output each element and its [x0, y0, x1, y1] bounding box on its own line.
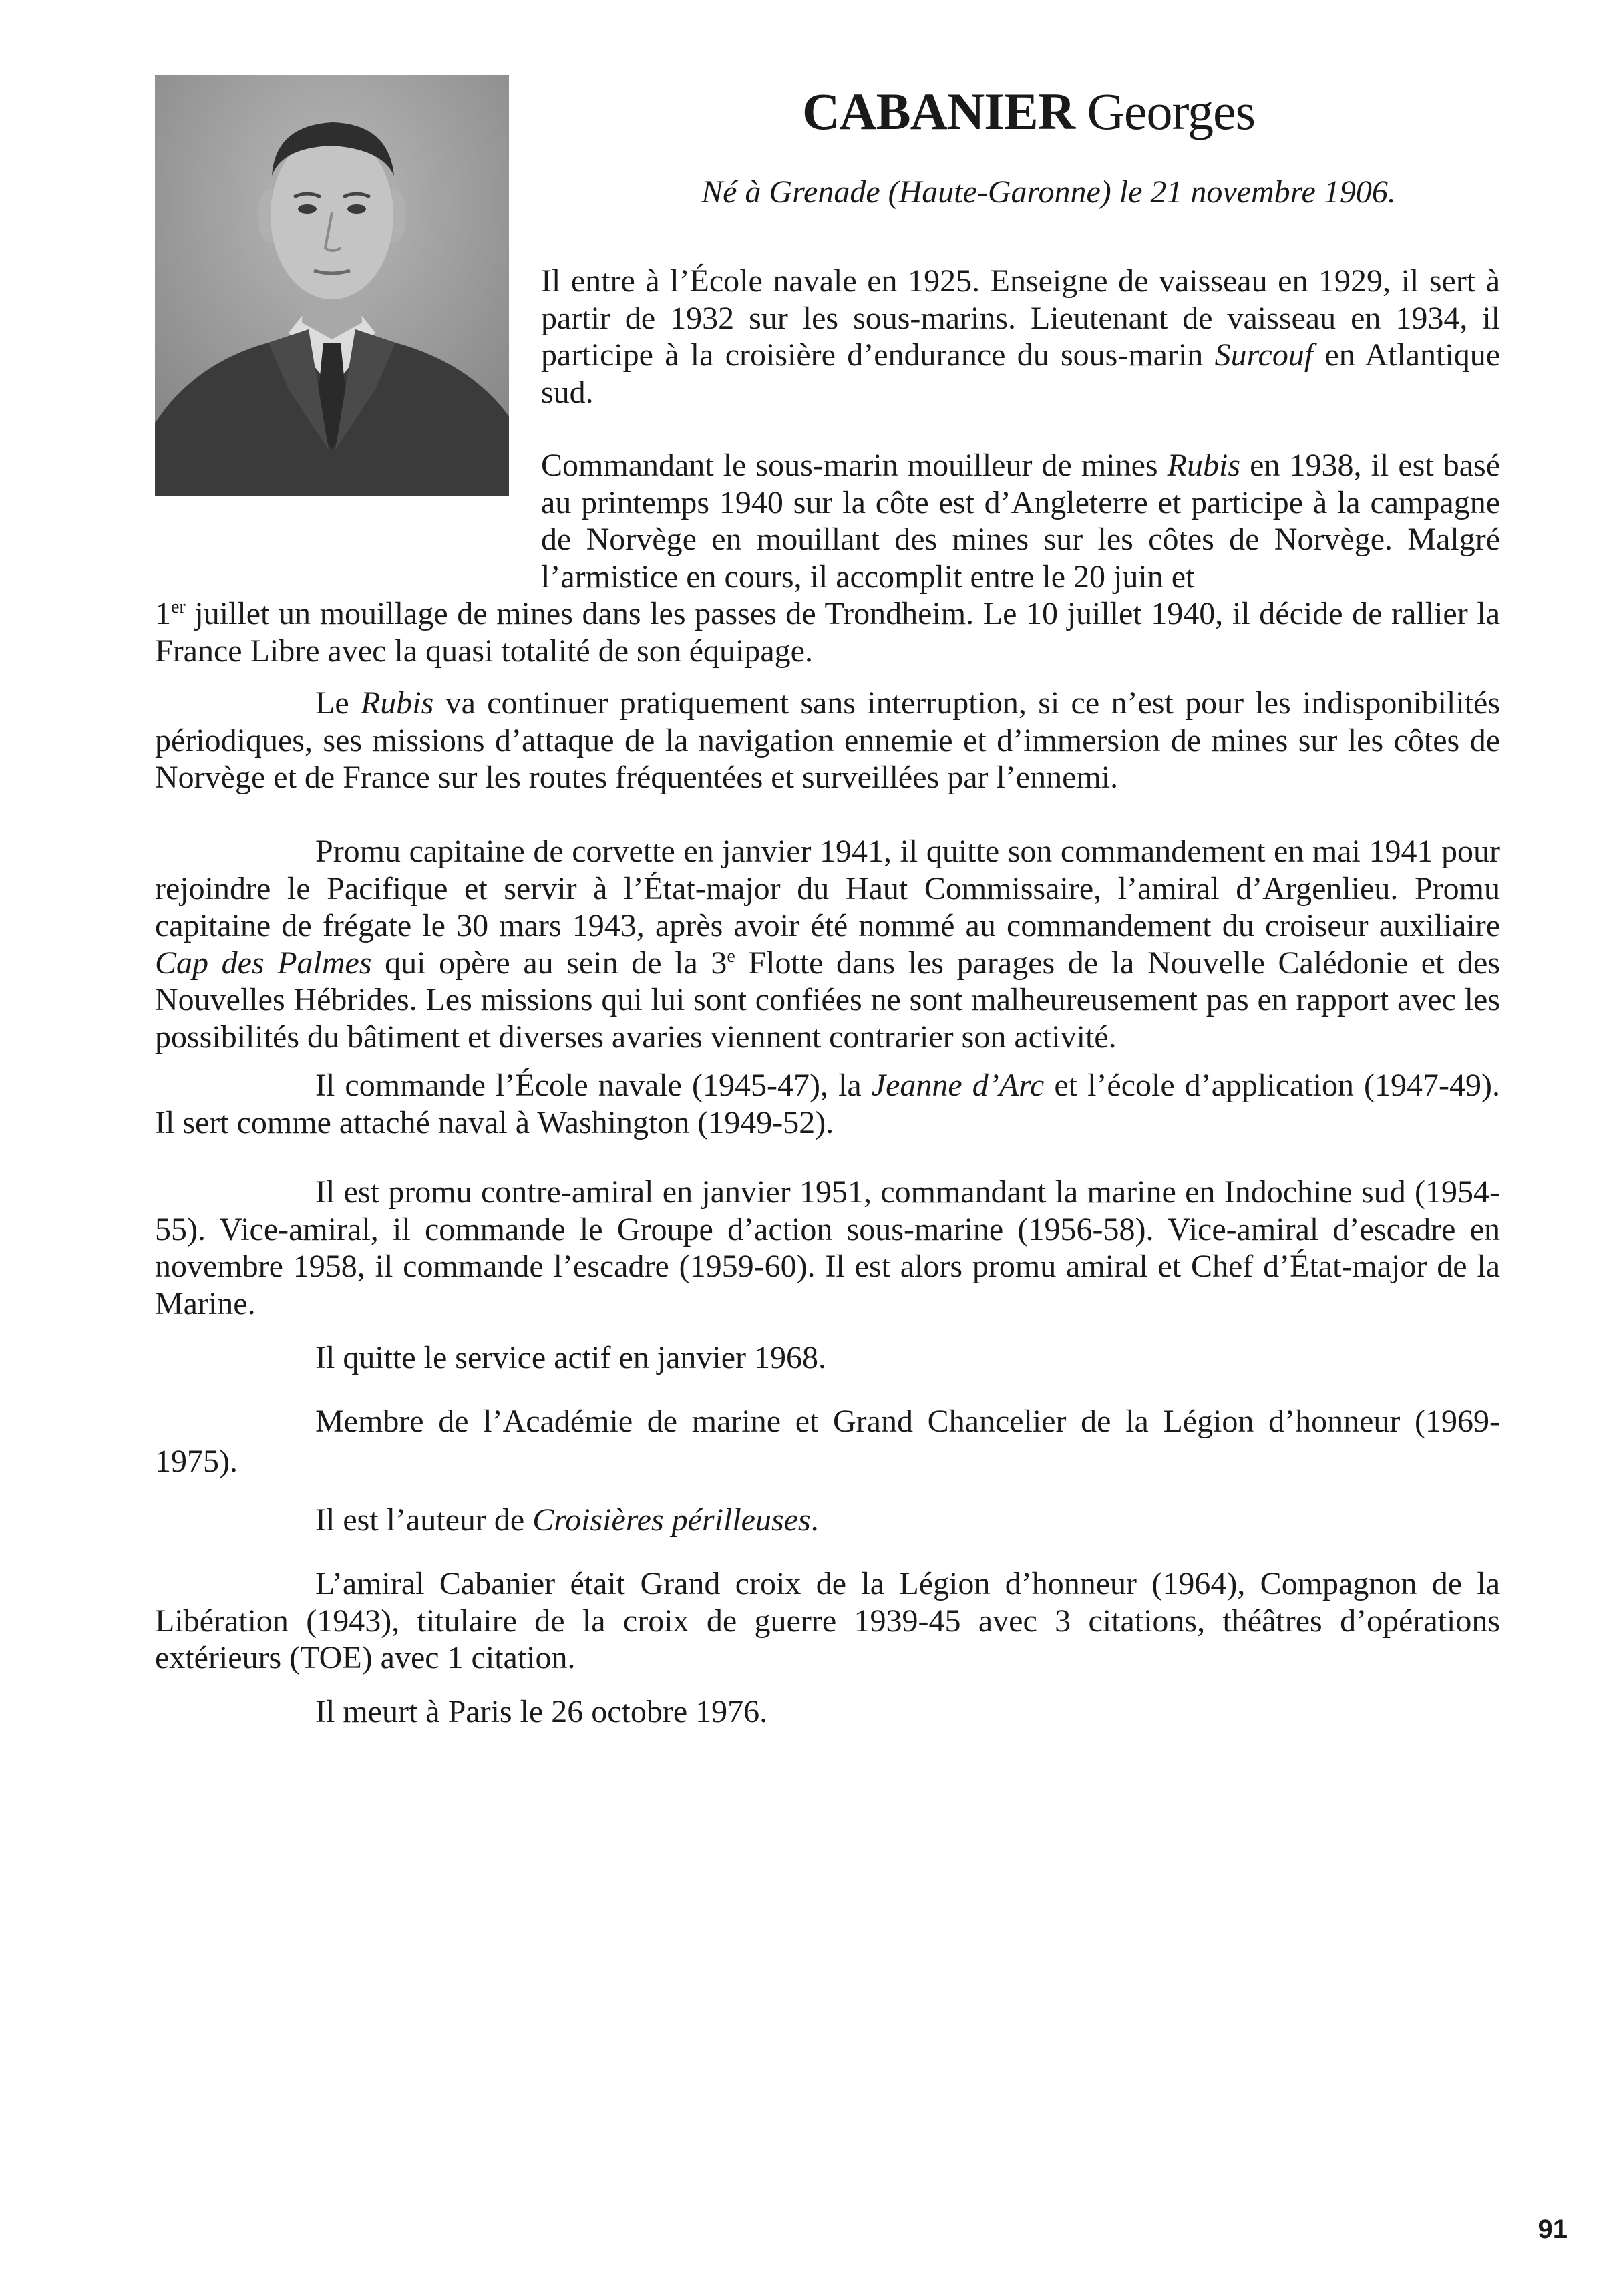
paragraph-author: [315, 1502, 819, 1539]
surname: CABANIER: [801, 82, 1075, 140]
paragraph-text: Commandant le sous-marin mouilleur de mines: [541, 448, 1168, 483]
paragraph-pacific: [155, 833, 1500, 1055]
paragraph-text: Il est l’auteur de: [315, 1502, 533, 1538]
superscript: er: [171, 597, 186, 617]
book-title: Croisières périlleuses: [532, 1502, 811, 1538]
paragraph-text: .: [810, 1502, 819, 1538]
paragraph-academie-line2: 1975).: [155, 1444, 238, 1479]
paragraph-text: va continuer pratiquement sans interruption, si ce n’est pour les indisponibilités périodiques, ses missions d’attaque de la navigation ennemie et d’immersion de mines sur les côtes de Norvège et de France sur les routes fréquentées et surveillées par l’ennemi.: [155, 685, 1501, 795]
paragraph-text: qui opère au sein de la 3: [371, 945, 727, 981]
portrait-illustration: [155, 75, 509, 496]
page-number: 91: [1538, 2215, 1568, 2244]
paragraph-rubis-command-cont: [155, 595, 1500, 669]
paragraph-text: en Atlantique sud.: [541, 337, 1501, 410]
paragraph-ecole-navale: [155, 1067, 1500, 1141]
paragraph-text: et l’école d’application (1947-49). Il sert comme attaché naval à Washington (1949-52).: [155, 1068, 1501, 1140]
paragraph-rubis-command: [541, 447, 1500, 595]
given-name: Georges: [1087, 82, 1256, 140]
paragraph-text: juillet un mouillage de mines dans les passes de Trondheim. Le 10 juillet 1940, il décide de rallier la France Libre avec la quasi totalité de son équipage.: [155, 596, 1500, 669]
ship-name: Jeanne d’Arc: [871, 1068, 1045, 1103]
paragraph-promotions: Il est promu contre-amiral en janvier 1951, commandant la marine en Indochine sud (1954-55). Vice-amiral, il commande le Groupe d’action sous-marine (1956-58). Vice-amiral d’escadre en novembre 1958, il commande l’escadre (1959-60). Il est alors promu amiral et Chef d’État-major de la Marine.: [155, 1174, 1500, 1321]
page-title: [668, 81, 1389, 142]
paragraph-naval-school: [541, 263, 1500, 411]
ship-name: Cap des Palmes: [155, 945, 372, 981]
ship-name: Surcouf: [1214, 337, 1314, 373]
paragraph-retirement: Il quitte le service actif en janvier 1968.: [315, 1340, 827, 1375]
paragraph-text: Le: [315, 685, 361, 721]
superscript: e: [727, 945, 735, 967]
paragraph-academie-line1: Membre de l’Académie de marine et Grand Chancelier de la Légion d’honneur (1969-: [315, 1404, 1500, 1439]
paragraph-text: Il entre à l’École navale en 1925. Enseigne de vaisseau en 1929, il sert à partir de 1932 sur les sous-marins. Lieutenant de vaisseau en 1934, il participe à la croisière d’endurance du sous-marin: [541, 263, 1500, 373]
paragraph-text: Promu capitaine de corvette en janvier 1941, il quitte son commandement en mai 1941 pour rejoindre le Pacifique et servir à l’État-major du Haut Commissaire, l’amiral d’Argenlieu. Promu capitaine de frégate le 30 mars 1943, après avoir été nommé au commandement du croiseur auxiliaire: [155, 834, 1500, 943]
ship-name: Rubis: [360, 685, 434, 721]
ship-name: Rubis: [1167, 448, 1241, 483]
birth-line: Né à Grenade (Haute-Garonne) le 21 novembre 1906.: [701, 174, 1396, 210]
paragraph-text: Flotte dans les parages de la Nouvelle Calédonie et des Nouvelles Hébrides. Les missions qui lui sont confiées ne sont malheureusement pas en rapport avec les possibilités du bâtiment et diverses avaries viennent contrarier son activité.: [155, 945, 1500, 1055]
paragraph-rubis-missions: [155, 685, 1500, 796]
paragraph-text: en 1938, il est basé au printemps 1940 sur la côte est d’Angleterre et participe à la campagne de Norvège en mouillant des mines sur les côtes de Norvège. Malgré l’armistice en cours, il accomplit entre le 20 juin et: [541, 448, 1501, 595]
portrait-photo: [155, 75, 509, 496]
paragraph-text: 1: [155, 596, 171, 631]
paragraph-honours: L’amiral Cabanier était Grand croix de la Légion d’honneur (1964), Compagnon de la Libération (1943), titulaire de la croix de guerre 1939-45 avec 3 citations, théâtres d’opérations extérieurs (TOE) avec 1 citation.: [155, 1566, 1500, 1675]
paragraph-text: Il commande l’École navale (1945-47), la: [315, 1068, 872, 1103]
paragraph-death: Il meurt à Paris le 26 octobre 1976.: [315, 1694, 768, 1730]
